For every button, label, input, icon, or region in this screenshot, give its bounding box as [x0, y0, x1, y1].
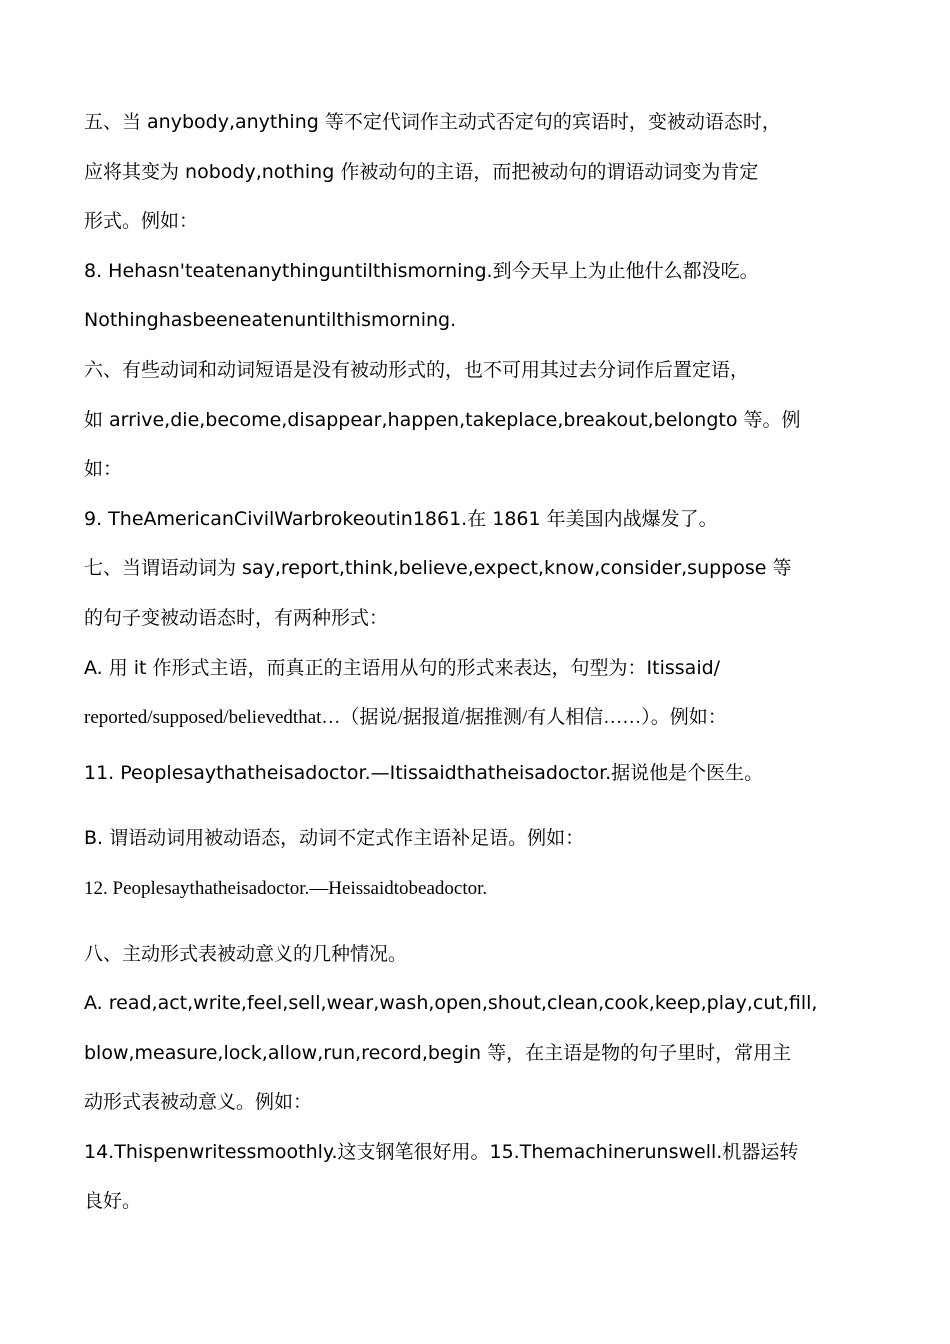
section-5-line-3: 形式。例如： — [84, 210, 199, 233]
example-15-end: 良好。 — [84, 1190, 142, 1213]
section-7-a-line-2: reported/supposed/believedthat…（据说/据报道/据推测/有人相信……）。例如： — [84, 707, 727, 729]
section-7-b: B. 谓语动词用被动语态，动词不定式作主语补足语。例如： — [84, 827, 585, 850]
section-6-line-1: 六、有些动词和动词短语是没有被动形式的，也不可用其过去分词作后置定语， — [84, 358, 750, 381]
example-8-passive: Nothinghasbeeneatenuntilthismorning. — [84, 309, 457, 332]
section-7-line-2: 的句子变被动语态时，有两种形式： — [84, 606, 389, 629]
section-5-line-1: 五、当 anybody,anything 等不定代词作主动式否定句的宾语时，变被动语态时， — [84, 111, 781, 133]
section-8-heading: 八、主动形式表被动意义的几种情况。 — [84, 942, 408, 965]
example-12: 12. Peoplesaythatheisadoctor.—Heissaidtobeadoctor. — [84, 877, 488, 899]
section-5-line-2: 应将其变为 nobody,nothing 作被动句的主语，而把被动句的谓语动词变为肯定 — [84, 160, 759, 183]
document-body — [84, 98, 874, 1227]
example-14-15: 14.Thispenwritessmoothly.这支钢笔很好用。15.Themachinerunswell.机器运转 — [84, 1140, 799, 1163]
section-6-line-3: 如： — [84, 458, 123, 481]
example-9: 9. TheAmericanCivilWarbrokeoutin1861.在 1861 年美国内战爆发了。 — [84, 507, 718, 530]
section-8-a-line-3: 动形式表被动意义。例如： — [84, 1091, 313, 1114]
section-8-a-line-2: blow,measure,lock,allow,run,record,begin 等，在主语是物的句子里时，常用主 — [84, 1041, 792, 1064]
example-8: 8. Hehasn'teatenanythinguntilthismorning.到今天早上为止他什么都没吃。 — [84, 259, 759, 282]
example-11: 11. Peoplesaythatheisadoctor.—Itissaidthatheisadoctor.据说他是个医生。 — [84, 761, 764, 784]
section-6-line-2: 如 arrive,die,become,disappear,happen,takeplace,breakout,belongto 等。例 — [84, 408, 801, 431]
section-8-a-line-1: A. read,act,write,feel,sell,wear,wash,open,shout,clean,cook,keep,play,cut,fill, — [84, 992, 818, 1015]
section-7-a-line-1: A. 用 it 作形式主语，而真正的主语用从句的形式来表达，句型为：Itissaid/ — [84, 656, 721, 679]
section-7-line-1: 七、当谓语动词为 say,report,think,believe,expect,know,consider,suppose 等 — [84, 557, 792, 580]
